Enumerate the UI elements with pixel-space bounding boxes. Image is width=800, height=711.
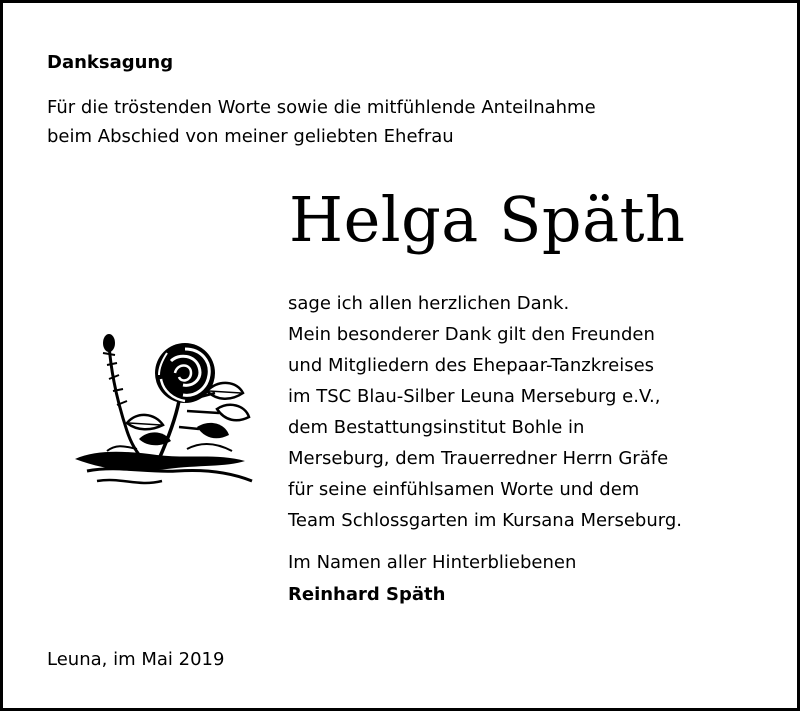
rose-icon [67,331,257,506]
thanks-line: Mein besonderer Dank gilt den Freunden [288,324,655,345]
thanks-line: und Mitgliedern des Ehepaar-Tanzkreises [288,355,655,376]
thanks-line: Merseburg, dem Trauerredner Herrn Gräfe [288,448,669,469]
thanks-text [288,288,682,536]
thanks-line: dem Bestattungsinstitut Bohle in [288,417,585,438]
notice-heading: Danksagung [47,52,174,73]
signature-block [288,547,576,611]
thanks-line: im TSC Blau-Silber Leuna Merseburg e.V., [288,386,661,407]
intro-line: Für die tröstenden Worte sowie die mitfühlende Anteilnahme [47,97,596,118]
place-date: Leuna, im Mai 2019 [47,649,225,670]
intro-text [47,93,596,151]
signer-name: Reinhard Späth [288,584,446,605]
thanks-line: für seine einfühlsamen Worte und dem [288,479,640,500]
thanks-line: sage ich allen herzlichen Dank. [288,293,570,314]
deceased-name: Helga Späth [289,183,686,256]
signature-preamble: Im Namen aller Hinterbliebenen [288,552,577,573]
thanks-line: Team Schlossgarten im Kursana Merseburg. [288,510,682,531]
intro-line: beim Abschied von meiner geliebten Ehefrau [47,126,454,147]
